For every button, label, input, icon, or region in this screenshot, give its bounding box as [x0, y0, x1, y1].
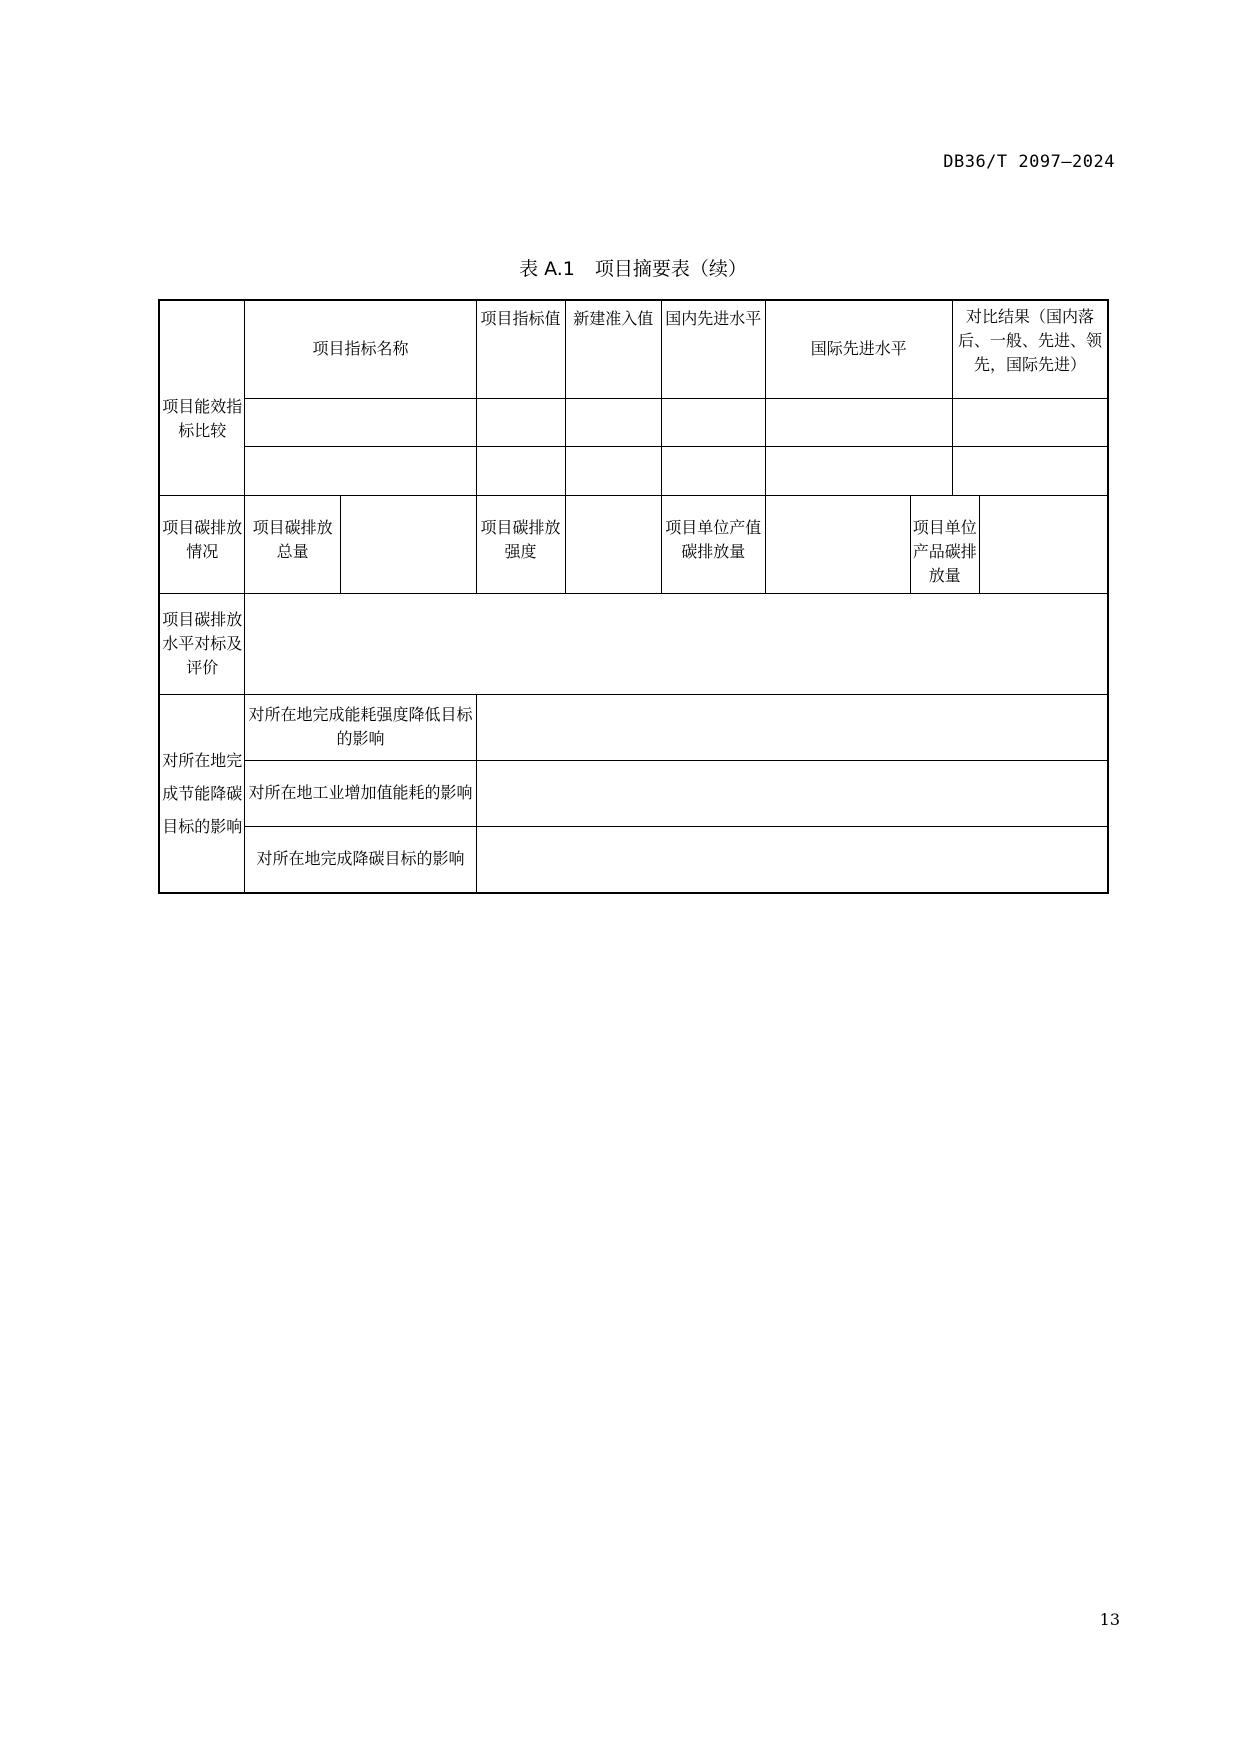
efficiency-cell[interactable] — [661, 398, 765, 446]
table-title: 项目摘要表（续） — [594, 258, 747, 280]
carbon-intensity-value[interactable] — [565, 495, 661, 593]
carbon-total-value[interactable] — [340, 495, 476, 593]
impact-section-label: 对所在地完成节能降碳目标的影响 — [159, 694, 245, 893]
efficiency-cell[interactable] — [953, 446, 1108, 495]
page-number: 13 — [1099, 1610, 1120, 1629]
efficiency-cell[interactable] — [765, 446, 953, 495]
efficiency-section-label: 项目能效指标比较 — [159, 300, 245, 495]
header-intl-advanced: 国际先进水平 — [765, 300, 953, 398]
efficiency-cell[interactable] — [765, 398, 953, 446]
carbon-per-product-label: 项目单位产品碳排放量 — [910, 495, 979, 593]
document-code: DB36/T 2097—2024 — [943, 152, 1115, 172]
benchmark-content[interactable] — [245, 593, 1108, 694]
carbon-intensity-label: 项目碳排放强度 — [476, 495, 565, 593]
header-indicator-value: 项目指标值 — [476, 300, 565, 398]
header-indicator-name: 项目指标名称 — [245, 300, 476, 398]
impact-item-label: 对所在地完成降碳目标的影响 — [245, 826, 476, 893]
impact-item-label: 对所在地工业增加值能耗的影响 — [245, 760, 476, 826]
project-summary-table — [158, 299, 1109, 894]
carbon-per-output-value[interactable] — [765, 495, 910, 593]
impact-item-value[interactable] — [476, 826, 1108, 893]
efficiency-cell[interactable] — [565, 398, 661, 446]
carbon-per-product-value[interactable] — [979, 495, 1108, 593]
efficiency-cell[interactable] — [245, 398, 476, 446]
efficiency-cell[interactable] — [565, 446, 661, 495]
table-number: 表 A.1 — [519, 258, 575, 280]
efficiency-cell[interactable] — [245, 446, 476, 495]
benchmark-section-label: 项目碳排放水平对标及评价 — [159, 593, 245, 694]
header-domestic-advanced: 国内先进水平 — [661, 300, 765, 398]
efficiency-cell[interactable] — [661, 446, 765, 495]
header-comparison-result: 对比结果（国内落后、一般、先进、领先，国际先进） — [953, 300, 1108, 398]
header-new-entry-value: 新建准入值 — [565, 300, 661, 398]
impact-item-value[interactable] — [476, 760, 1108, 826]
carbon-per-output-label: 项目单位产值碳排放量 — [661, 495, 765, 593]
carbon-section-label: 项目碳排放情况 — [159, 495, 245, 593]
table-caption — [158, 254, 1108, 281]
efficiency-cell[interactable] — [953, 398, 1108, 446]
impact-item-value[interactable] — [476, 694, 1108, 760]
impact-item-label: 对所在地完成能耗强度降低目标的影响 — [245, 694, 476, 760]
efficiency-cell[interactable] — [476, 398, 565, 446]
carbon-total-label: 项目碳排放总量 — [245, 495, 340, 593]
efficiency-cell[interactable] — [476, 446, 565, 495]
